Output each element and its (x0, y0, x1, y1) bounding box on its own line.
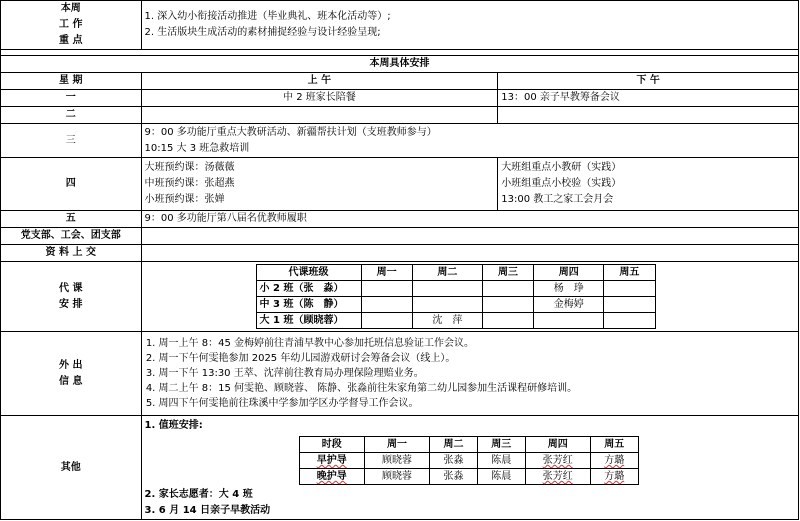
duty-cell: 顾晓蓉 (364, 469, 429, 485)
substitute-cell-value (412, 297, 482, 313)
substitute-header-row (256, 265, 655, 281)
schedule-entry: 大班预约课：汤薇薇 (144, 162, 235, 173)
substitute-cell-value (604, 313, 655, 329)
substitute-cell-value (482, 313, 533, 329)
substitute-cell-value (361, 281, 412, 297)
outing-item: 5. 周四下午何雯艳前往珠溪中学参加学区办学督导工作会议。 (159, 396, 795, 411)
other-label: 其他 (1, 416, 142, 520)
substitute-cell-value (482, 297, 533, 313)
event-note: 3. 6 月 14 日亲子早教活动 (144, 505, 271, 516)
duty-cell: 方璐 (590, 453, 638, 469)
day-label: 四 (1, 158, 142, 211)
duty-cell: 张淼 (430, 469, 478, 485)
schedule-entry: 大班组重点小教研（实践） (501, 162, 622, 173)
focus-item-2: 2. 生活版块生成活动的素材捕捉经验与设计经验呈现; (144, 27, 381, 38)
duty-row (299, 469, 638, 485)
duty-row (299, 453, 638, 469)
duty-cell: 张芳红 (525, 469, 590, 485)
substitute-cell-value (361, 313, 412, 329)
substitute-header: 周三 (482, 265, 533, 281)
schedule-entry: 中班预约课：张超燕 (144, 178, 235, 189)
duty-header: 时段 (299, 437, 364, 453)
schedule-row-mon (1, 90, 799, 107)
substitute-cell-value: 金梅婷 (534, 297, 604, 313)
substitute-class: 小 2 班（张 淼） (256, 281, 361, 297)
substitute-class: 中 3 班（陈 静） (256, 297, 361, 313)
substitute-cell-value (604, 281, 655, 297)
substitute-table (256, 264, 656, 329)
schedule-entry: 小班预约课：张婵 (144, 194, 225, 205)
schedule-row-thu (1, 158, 799, 211)
pm-cell (498, 107, 799, 124)
substitute-row (1, 262, 799, 332)
substitute-cell-value (604, 297, 655, 313)
schedule-entry: 10:15 大 3 班急救培训 (144, 142, 250, 154)
day-label: 五 (1, 211, 142, 228)
duty-slot: 早护导 (299, 453, 364, 469)
pm-cell: 13：00 亲子早教筹备会议 (498, 90, 799, 107)
substitute-header: 代课班级 (256, 265, 361, 281)
outing-row (1, 332, 799, 416)
substitute-cell (141, 262, 798, 332)
duty-cell: 张淼 (430, 453, 478, 469)
duty-header: 周一 (364, 437, 429, 453)
duty-header: 周五 (590, 437, 638, 453)
substitute-cell-value: 沈 萍 (412, 313, 482, 329)
outing-content (141, 332, 798, 416)
outing-item: 2. 周一下午何雯艳参加 2025 年幼儿园游戏研讨会筹备会议（线上）。 (159, 351, 795, 366)
substitute-row-item (256, 297, 655, 313)
focus-label: 本周 工 作 重 点 (1, 1, 142, 50)
party-label: 党支部、工会、团支部 (1, 228, 142, 245)
substitute-header: 周二 (412, 265, 482, 281)
day-label: 一 (1, 90, 142, 107)
outing-item: 4. 周二上午 8：15 何雯艳、顾晓蓉、 陈静、张淼前往朱家角第二幼儿园参加生活课程研修培训。 (159, 381, 795, 396)
materials-value (141, 245, 798, 262)
substitute-class: 大 1 班（顾晓蓉） (256, 313, 361, 329)
focus-content (141, 1, 798, 50)
substitute-row-item (256, 313, 655, 329)
day-label: 二 (1, 107, 142, 124)
duty-cell: 张芳红 (525, 453, 590, 469)
day-header: 星 期 (1, 73, 142, 90)
pm-cell (498, 158, 799, 211)
party-row (1, 228, 799, 245)
schedule-row-wed (1, 124, 799, 158)
duty-header: 周四 (525, 437, 590, 453)
am-cell (141, 158, 498, 211)
substitute-cell-value (412, 281, 482, 297)
substitute-cell-value (482, 281, 533, 297)
am-cell: 中 2 班家长陪餐 (141, 90, 498, 107)
substitute-cell-value (534, 313, 604, 329)
duty-cell: 顾晓蓉 (364, 453, 429, 469)
schedule-entry: 小班组重点小校验（实践） (501, 178, 622, 189)
schedule-entry: 13:00 教工之家工会月会 (501, 194, 614, 205)
day-label: 三 (1, 124, 142, 158)
duty-header: 周三 (477, 437, 525, 453)
duty-slot: 晚护导 (299, 469, 364, 485)
duty-header-row (299, 437, 638, 453)
substitute-header: 周一 (361, 265, 412, 281)
outing-label: 外 出 信 息 (1, 332, 142, 416)
schedule-row-fri (1, 211, 799, 228)
duty-title: 1. 值班安排: (144, 420, 203, 431)
am-cell: 9：00 多功能厅第八届名优教师履职 (141, 211, 798, 228)
substitute-cell-value: 杨 琤 (534, 281, 604, 297)
outing-item: 1. 周一上午 8：45 金梅婷前往青浦早教中心参加托班信息验证工作会议。 (159, 336, 795, 351)
substitute-label: 代 课 安 排 (1, 262, 142, 332)
materials-row (1, 245, 799, 262)
substitute-header: 周四 (534, 265, 604, 281)
duty-table (299, 436, 639, 485)
focus-item-1: 1. 深入幼小衔接活动推进（毕业典礼、班本化活动等）; (144, 11, 391, 22)
outing-item: 3. 周一下午 13:30 王萃、沈萍前往教育局办理保险理赔业务。 (159, 366, 795, 381)
duty-cell: 陈晨 (477, 453, 525, 469)
party-value (141, 228, 798, 245)
other-content (141, 416, 798, 520)
duty-header: 周二 (430, 437, 478, 453)
materials-label: 资 料 上 交 (1, 245, 142, 262)
duty-cell: 陈晨 (477, 469, 525, 485)
volunteer-note: 2. 家长志愿者：大 4 班 (144, 489, 253, 500)
substitute-cell-value (361, 297, 412, 313)
outing-list (145, 336, 795, 411)
other-row (1, 416, 799, 520)
am-cell (141, 107, 498, 124)
substitute-header: 周五 (604, 265, 655, 281)
schedule-title: 本周具体安排 (1, 56, 799, 73)
substitute-row-item (256, 281, 655, 297)
pm-header: 下 午 (498, 73, 799, 90)
focus-row (1, 1, 799, 50)
schedule-entry: 9：00 多功能厅重点大教研活动、新疆帮扶计划（支班教师参与） (144, 126, 437, 138)
schedule-header-row (1, 73, 799, 90)
am-header: 上 午 (141, 73, 498, 90)
schedule-row-tue (1, 107, 799, 124)
duty-cell: 方璐 (590, 469, 638, 485)
am-cell (141, 124, 798, 158)
